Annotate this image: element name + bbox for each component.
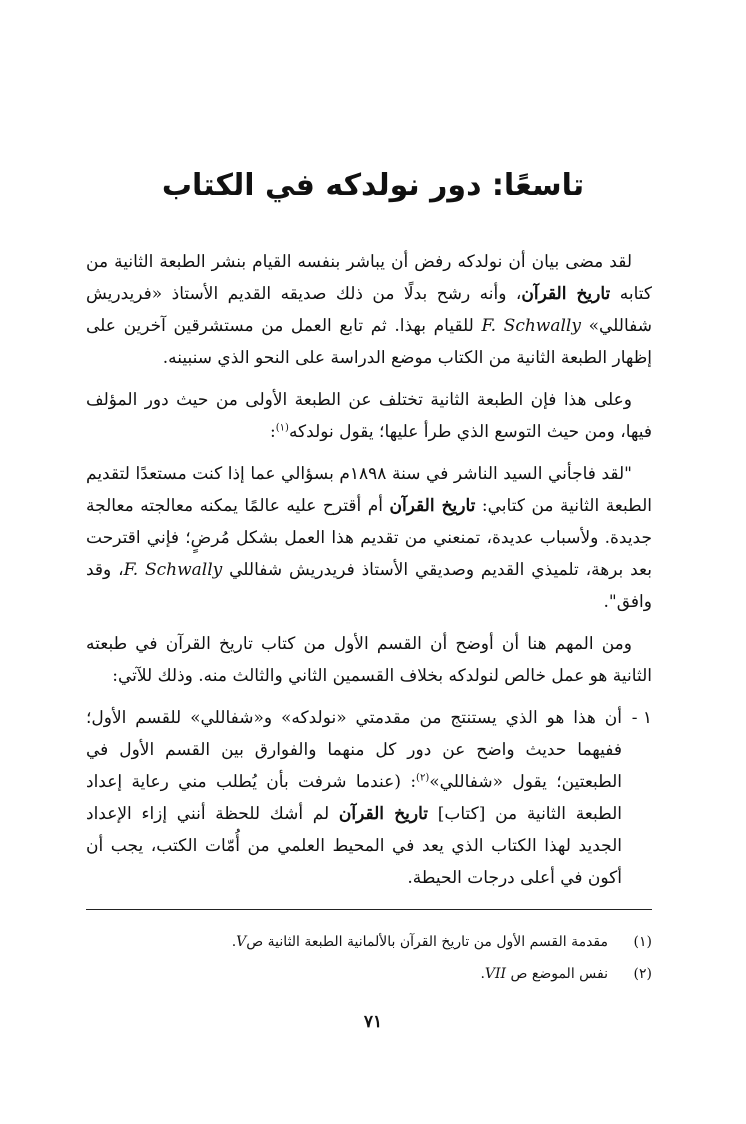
body-text (86, 246, 652, 894)
footnote-2 (86, 958, 652, 990)
text-run: أن هذا هو الذي يستنتج من مقدمتي «نولدكه» و«شفاللي» للقسم الأول؛ ففيهما حديث واضح عن دور كل منهما والفوارق بين القسم الأول في الطبعتين؛ يقول «شفاللي» (86, 708, 622, 792)
footnote-number: (١) (633, 934, 652, 950)
text-run: وعلى هذا فإن الطبعة الثانية تختلف عن الطبعة الأولى من حيث دور المؤلف فيها، ومن حيث التوسع الذي طرأ عليها؛ يقول نولدكه (86, 390, 652, 442)
text-run: ، وأنه رشح بدلًا من ذلك صديقه القديم الأستاذ «فريدريش شفاللي» (86, 284, 652, 336)
text-run: : (عندما شرفت بأن يُطلب مني رعاية إعداد الطبعة الثانية من [كتاب] (86, 772, 622, 824)
footnote-text (480, 958, 608, 990)
text-run: لم أشك للحظة أنني إزاء الإعداد الجديد لهذا الكتاب الذي يعد في المحيط العلمي من أُمّات الكتب، يجب أن أكون في أعلى درجات الحيطة. (86, 804, 622, 888)
page-ref: V (236, 934, 247, 950)
latin-name: F. Schwally (481, 316, 581, 336)
paragraph-1 (86, 246, 652, 374)
footnote-divider (86, 909, 652, 910)
quote-paragraph (86, 458, 652, 618)
text-run: : (270, 422, 276, 442)
paragraph-2 (86, 384, 652, 448)
list-item-body (86, 702, 622, 894)
footnote-number: (٢) (633, 966, 652, 982)
footnote-ref-1: (١) (275, 422, 289, 434)
latin-name: F. Schwally (123, 560, 223, 580)
book-title-bold: تاريخ القرآن (521, 284, 611, 304)
page-ref: VII (484, 966, 507, 982)
text-run: ، وقد وافق". (86, 560, 652, 612)
footnote-text (232, 926, 608, 958)
text-run: للقيام بهذا. ثم تابع العمل من مستشرقين آخرين على إظهار الطبعة الثانية من الكتاب موضع الدراسة على النحو الذي سنبينه. (86, 316, 652, 368)
footnote-ref-2: (٢) (416, 772, 430, 784)
text-run: "لقد فاجأني السيد الناشر في سنة ١٨٩٨م بسؤالي عما إذا كنت مستعدًا لتقديم الطبعة الثانية من كتابي: (86, 464, 652, 516)
footnotes (86, 926, 652, 990)
text-run: . (480, 966, 485, 982)
text-run: لقد مضى بيان أن نولدكه رفض أن يباشر بنفسه القيام بنشر الطبعة الثانية من كتابه (86, 252, 652, 304)
numbered-list-item (86, 702, 652, 894)
footnote-1 (86, 926, 652, 958)
paragraph-4: ومن المهم هنا أن أوضح أن القسم الأول من كتاب تاريخ القرآن في طبعته الثانية هو عمل خالص لنولدكه بخلاف القسمين الثاني والثالث منه. وذلك للآتي: (86, 634, 652, 686)
text-run: مقدمة القسم الأول من تاريخ القرآن بالألمانية الطبعة الثانية ص (246, 934, 608, 950)
book-title-bold: تاريخ القرآن (389, 496, 476, 516)
page-number: ٧١ (363, 1012, 383, 1032)
chapter-title: تاسعًا: دور نولدكه في الكتاب (161, 168, 585, 203)
list-number: ١ - (631, 708, 652, 728)
text-run: نفس الموضع ص (506, 966, 608, 982)
text-run: . (231, 934, 237, 950)
book-title-bold: تاريخ القرآن (338, 804, 429, 824)
text-run: أم أقترح عليه عالمًا يمكنه معالجته معالجة جديدة. ولأسباب عديدة، تمنعني من تقديم هذا العمل بشكل مُرضٍ؛ فإني اقترحت بعد برهة، تلميذي القديم وصديقي الأستاذ فريدريش شفاللي (86, 496, 652, 580)
